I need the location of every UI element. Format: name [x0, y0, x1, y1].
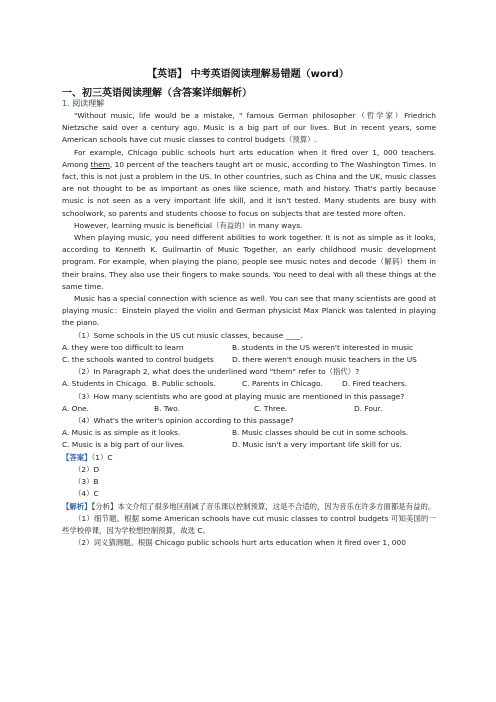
option: D. there weren't enough music teachers in the US — [232, 355, 417, 365]
question-type: 阅读理解 — [72, 99, 105, 108]
option: C. Parents in Chicago. — [242, 379, 323, 389]
option: D. Four. — [354, 403, 383, 413]
option: A. Students in Chicago. — [62, 379, 148, 389]
question-3-options-row — [62, 403, 436, 415]
option: A. Music is as simple as it looks. — [62, 428, 181, 438]
analysis-line — [62, 501, 436, 513]
paragraph-1: "Without music, life would be a mistake, " famous German philosopher（哲学家）Friedrich Nietzsche said over a century ago. Music is a big part of our lives. But in recent years, some American schools have cut music classes to control budgets（预算）. — [62, 111, 436, 145]
option: A. they were too difficult to learn — [62, 342, 184, 352]
question-2-options-row — [62, 378, 436, 390]
paragraph-2-part-b: , 10 percent of the teachers taught art or music, according to The Washington Times. In fact, this is not just a problem in the US. In other countries, such as China and the UK, music classes are not thought to be as important as ones like science, math and history. That's partly because music is not seen as a very important life skill, and it isn't tested. Many students are busy with schoolwork, so parents and students choose to focus on subjects that are tested more often. — [62, 159, 436, 218]
question-2-stem: （2）In Paragraph 2, what does the underlined word "them" refer to（指代）? — [74, 367, 360, 377]
paragraph-2-part-a: For example, Chicago public schools hurt arts education when it fired over 1, 000 teachers. Among — [62, 147, 436, 169]
analysis-text: 【分析】本文介绍了很多地区削减了音乐课以控制预算，这是不合适的，因为音乐在许多方面都是有益的。 — [91, 501, 436, 511]
option: D. Fired teachers. — [342, 379, 408, 389]
option: C. Music is a big part of our lives. — [62, 440, 185, 450]
question-heading — [62, 98, 104, 109]
underlined-word: them — [90, 159, 110, 169]
answer-2: （2）D — [74, 464, 100, 474]
option: C. Three. — [254, 403, 288, 413]
question-number: 1. — [62, 99, 70, 108]
question-1-options-row — [62, 342, 436, 354]
answer-label: 【答案】 — [62, 452, 92, 462]
section-heading: 一、初三英语阅读理解（含答案详细解析） — [62, 88, 252, 99]
document-title: 【英语】 中考英语阅读理解易错题（word） — [147, 69, 349, 80]
question-4-stem: （4）What's the writer's opinion according to this passage? — [74, 416, 294, 426]
paragraph-3: However, learning music is beneficial（有益的）in many ways. — [74, 220, 303, 230]
option: B. Public schools. — [152, 379, 216, 389]
answer-1: （1）C — [91, 452, 113, 462]
option: B. Two. — [154, 403, 180, 413]
answer-3: （3）B — [74, 477, 99, 487]
question-4-options-row — [62, 427, 436, 439]
question-3-stem: （3）How many scientists who are good at playing music are mentioned in this passage? — [74, 391, 405, 401]
analysis-1: （1）细节题。根据 some American schools have cut music classes to control budgets 可知美国的一些学校停课，因为学校想控制预算，故选 C。 — [62, 513, 436, 535]
paragraph-2 — [62, 147, 436, 220]
question-4-options-row — [62, 439, 436, 451]
paragraph-4: When playing music, you need different abilities to work together. It is not as simple as it looks, according to Kenneth K. Guilmartin of Music Together, an early childhood music development program. For example, when playing the piano, people see music notes and decode（解码）them in their brains. They also use their fingers to make sounds. You need to deal with all these things at the same time. — [62, 233, 436, 291]
option: B. Music classes should be cut in some schools. — [232, 428, 409, 438]
analysis-2: （2）词义猜测题。根据 Chicago public schools hurt arts education when it fired over 1, 000 — [74, 538, 406, 548]
answer-line — [62, 452, 436, 464]
option: C. the schools wanted to control budgets — [62, 355, 214, 365]
option: B. students in the US weren't interested in music — [232, 342, 414, 352]
document-body — [62, 110, 436, 549]
option: A. One. — [62, 403, 90, 413]
analysis-label: 【解析】 — [62, 501, 92, 511]
answer-4: （4）C — [74, 489, 99, 499]
option: D. Music isn't a very important life skill for us. — [232, 440, 402, 450]
question-1-stem: （1）Some schools in the US cut music classes, because ____. — [74, 330, 303, 340]
paragraph-5: Music has a special connection with science as well. You can see that many scientists are good at playing music：Einstein played the violin and German physicist Max Planck was talented in playing the piano. — [62, 294, 436, 328]
question-1-options-row — [62, 354, 436, 366]
